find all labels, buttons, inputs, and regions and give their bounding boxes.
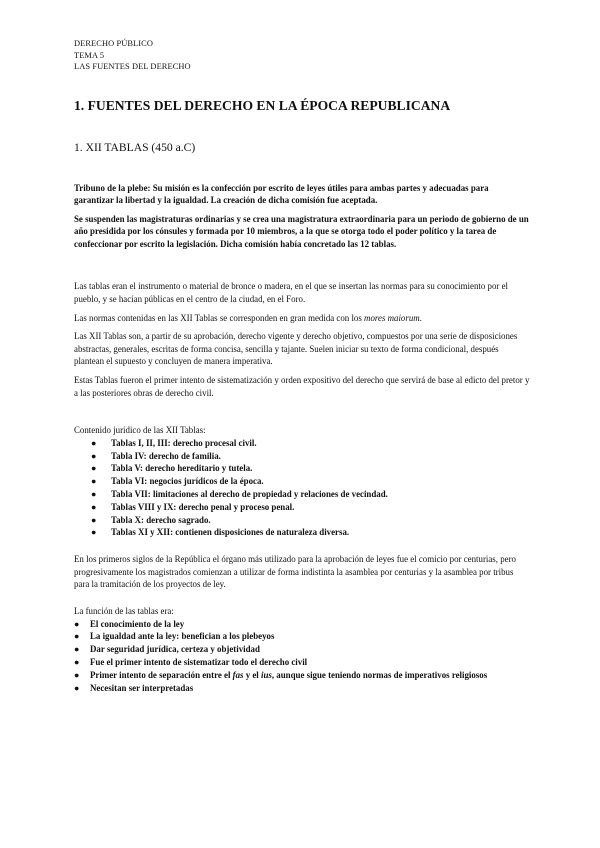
item-lead: Tabla V: — [111, 463, 143, 474]
paragraph-tribuno — [74, 182, 530, 207]
item-text-c: , aunque sigue teniendo normas de imperativos religiosos — [271, 669, 488, 680]
function-heading: La función de las tablas era: — [74, 605, 174, 616]
item-text-ius: ius — [260, 669, 272, 680]
item-text-a: Primer intento de separación entre el — [90, 669, 233, 680]
list-item — [74, 462, 530, 475]
bullet-icon: ● — [91, 514, 97, 525]
list-item — [74, 450, 530, 463]
item-lead: Tabla VII: — [111, 489, 151, 499]
header-topic-title: LAS FUENTES DEL DERECHO — [74, 62, 191, 71]
header-subject: DERECHO PÚBLICO — [74, 39, 153, 48]
paragraph-tribuno-text: Su misión es la confección por escrito de leyes útiles para ambas partes y adecuadas para garantizar la libertad y la igualdad. La creación de dicha comisión fue aceptada. — [74, 182, 489, 206]
list-item — [74, 437, 530, 450]
item-text: derecho de familia. — [146, 450, 221, 461]
item-text: La igualdad ante la ley: benefician a los plebeyos — [90, 631, 275, 642]
bullet-icon: ● — [91, 437, 97, 448]
content-list — [74, 437, 530, 539]
bullet-icon: ● — [91, 489, 97, 499]
bullet-icon: ● — [91, 463, 97, 474]
list-item — [74, 682, 530, 695]
item-text: derecho sagrado. — [143, 514, 211, 525]
item-text: Dar seguridad jurídica, certeza y objetividad — [90, 644, 260, 655]
list-item — [74, 526, 530, 539]
bullet-icon: ● — [74, 644, 80, 655]
paragraph-mores-italic: mores maiorum — [364, 312, 420, 323]
subsection-title: 1. XII TABLAS (450 a.C) — [74, 140, 196, 154]
item-text: limitaciones al derecho de propiedad y relaciones de vecindad. — [150, 489, 388, 499]
paragraph-mores-end: . — [419, 312, 422, 323]
section-title: 1. FUENTES DEL DERECHO EN LA ÉPOCA REPUBLICANA — [74, 97, 451, 113]
item-text: derecho hereditario y tutela. — [143, 463, 253, 474]
paragraph-sistematizacion: Estas Tablas fueron el primer intento de sistematización y orden expositivo del derecho que servirá de base al edicto del pretor y a las posteriores obras de derecho civil. — [74, 375, 530, 398]
paragraph-comicios: En los primeros siglos de la República el órgano más utilizado para la aprobación de leyes fue el comicio por centurias, pero progresivamente los magistrados comienzan a utilizar de forma indistinta la asamblea por centurias y la asamblea por tribus para la tramitación de los proyectos de ley. — [74, 554, 516, 590]
content-heading: Contenido jurídico de las XII Tablas: — [74, 425, 206, 436]
list-item — [74, 501, 530, 514]
list-item — [74, 656, 530, 669]
paragraph-mores-text: Las normas contenidas en las XII Tablas se corresponden en gran medida con los — [74, 312, 365, 323]
item-lead: Tablas XI y XII: — [111, 527, 174, 538]
bullet-icon: ● — [74, 682, 80, 693]
list-item — [74, 618, 530, 631]
item-text: derecho penal y proceso penal. — [176, 501, 295, 512]
bullet-icon: ● — [74, 618, 80, 629]
item-lead: Tabla VI: — [111, 476, 148, 487]
item-lead: Tablas VIII y IX: — [111, 501, 177, 512]
header-topic-number: TEMA 5 — [74, 50, 105, 60]
bullet-icon: ● — [91, 527, 97, 538]
bullet-icon: ● — [74, 631, 80, 642]
item-lead: Tabla X: — [111, 514, 144, 525]
list-item — [74, 669, 530, 682]
paragraph-tablas-material: Las tablas eran el instrumento o material de bronce o madera, en el que se insertan las normas para su conocimiento por el pueblo, y se hacían públicas en el centro de la ciudad, en el Foro. — [74, 281, 508, 305]
bullet-icon: ● — [74, 656, 80, 667]
function-list — [74, 618, 530, 695]
bullet-icon: ● — [74, 669, 80, 680]
item-text-b: y el — [243, 669, 261, 680]
item-text: Necesitan ser interpretadas — [90, 682, 194, 693]
paragraph-mores-maiorum — [74, 312, 530, 325]
paragraph-derecho-vigente: Las XII Tablas son, a partir de su aprobación, derecho vigente y derecho objetivo, compuestos por una serie de disposiciones abstractas, generales, escritas de forma concisa, sencilla y tajante. Suelen iniciar su texto de forma condicional, después plantean el supuesto y concluyen de manera imperativa. — [74, 331, 518, 367]
list-item — [74, 475, 530, 488]
list-item — [74, 488, 530, 501]
bullet-icon: ● — [91, 501, 97, 512]
item-text: El conocimiento de la ley — [90, 618, 185, 629]
item-text: derecho procesal civil. — [170, 437, 257, 448]
item-text: Fue el primer intento de sistematizar todo el derecho civil — [90, 656, 308, 667]
item-text: negocios jurídicos de la época. — [147, 476, 264, 487]
list-item — [74, 514, 530, 527]
item-lead: Tabla IV: — [111, 450, 147, 461]
item-text-fas: fas — [232, 669, 244, 680]
bullet-icon: ● — [91, 450, 97, 461]
item-text: contienen disposiciones de naturaleza diversa. — [173, 527, 350, 538]
list-item — [74, 643, 530, 656]
item-lead: Tablas I, II, III: — [111, 437, 171, 448]
paragraph-tribuno-lead: Tribuno de la plebe: — [74, 182, 151, 193]
list-item — [74, 630, 530, 643]
paragraph-magistratura: Se suspenden las magistraturas ordinarias y se crea una magistratura extraordinaria para un periodo de gobierno de un año presidida por los cónsules y formada por 10 miembros, a la que se otorga todo el poder político y la tarea de confeccionar por escrito la legislación. Dicha comisión había concretado las 12 tablas. — [74, 213, 529, 249]
bullet-icon: ● — [91, 476, 97, 487]
document-header — [74, 38, 530, 73]
